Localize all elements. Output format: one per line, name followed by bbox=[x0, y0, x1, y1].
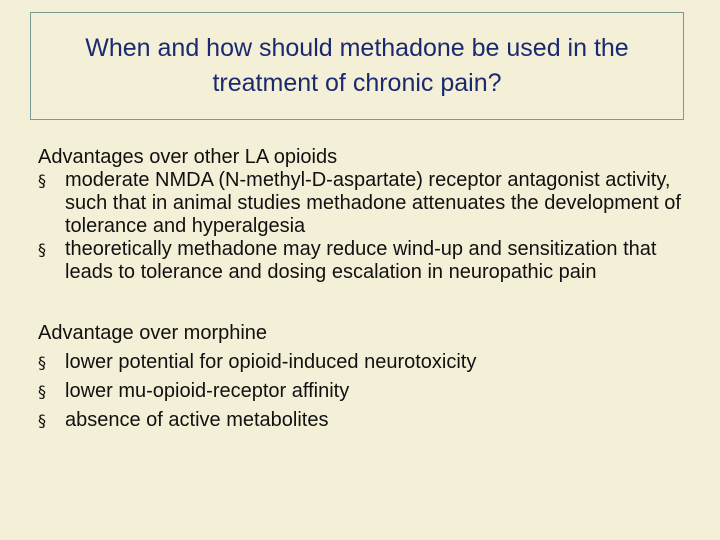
section-heading: Advantage over morphine bbox=[38, 322, 268, 344]
title-box bbox=[30, 12, 684, 120]
list-item-text: absence of active metabolites bbox=[65, 409, 329, 431]
list-item bbox=[38, 377, 698, 406]
list-item bbox=[38, 238, 698, 284]
list-item bbox=[38, 348, 698, 377]
list-item-text: lower mu-opioid-receptor affinity bbox=[65, 380, 350, 402]
bullet-icon: § bbox=[38, 353, 46, 372]
section-heading: Advantages over other LA opioids bbox=[38, 146, 338, 168]
bullet-list bbox=[38, 169, 698, 284]
slide-title: When and how should methadone be used in the treatment of chronic pain? bbox=[85, 34, 629, 97]
bullet-icon: § bbox=[38, 171, 46, 190]
list-item bbox=[38, 169, 698, 238]
list-item bbox=[38, 406, 698, 435]
bullet-icon: § bbox=[38, 411, 46, 430]
bullet-icon: § bbox=[38, 240, 46, 259]
list-item-text: lower potential for opioid-induced neurotoxicity bbox=[65, 351, 477, 373]
list-item-text: theoretically methadone may reduce wind-up and sensitization that leads to tolerance and dosing escalation in neuropathic pain bbox=[65, 238, 657, 283]
list-item-text: moderate NMDA (N-methyl-D-aspartate) receptor antagonist activity, such that in animal studies methadone attenuates the development of tolerance and hyperalgesia bbox=[65, 169, 681, 237]
bullet-list bbox=[38, 348, 698, 435]
bullet-icon: § bbox=[38, 382, 46, 401]
section-la-opioids bbox=[38, 145, 698, 284]
section-morphine bbox=[38, 319, 698, 435]
slide-content bbox=[38, 145, 698, 435]
